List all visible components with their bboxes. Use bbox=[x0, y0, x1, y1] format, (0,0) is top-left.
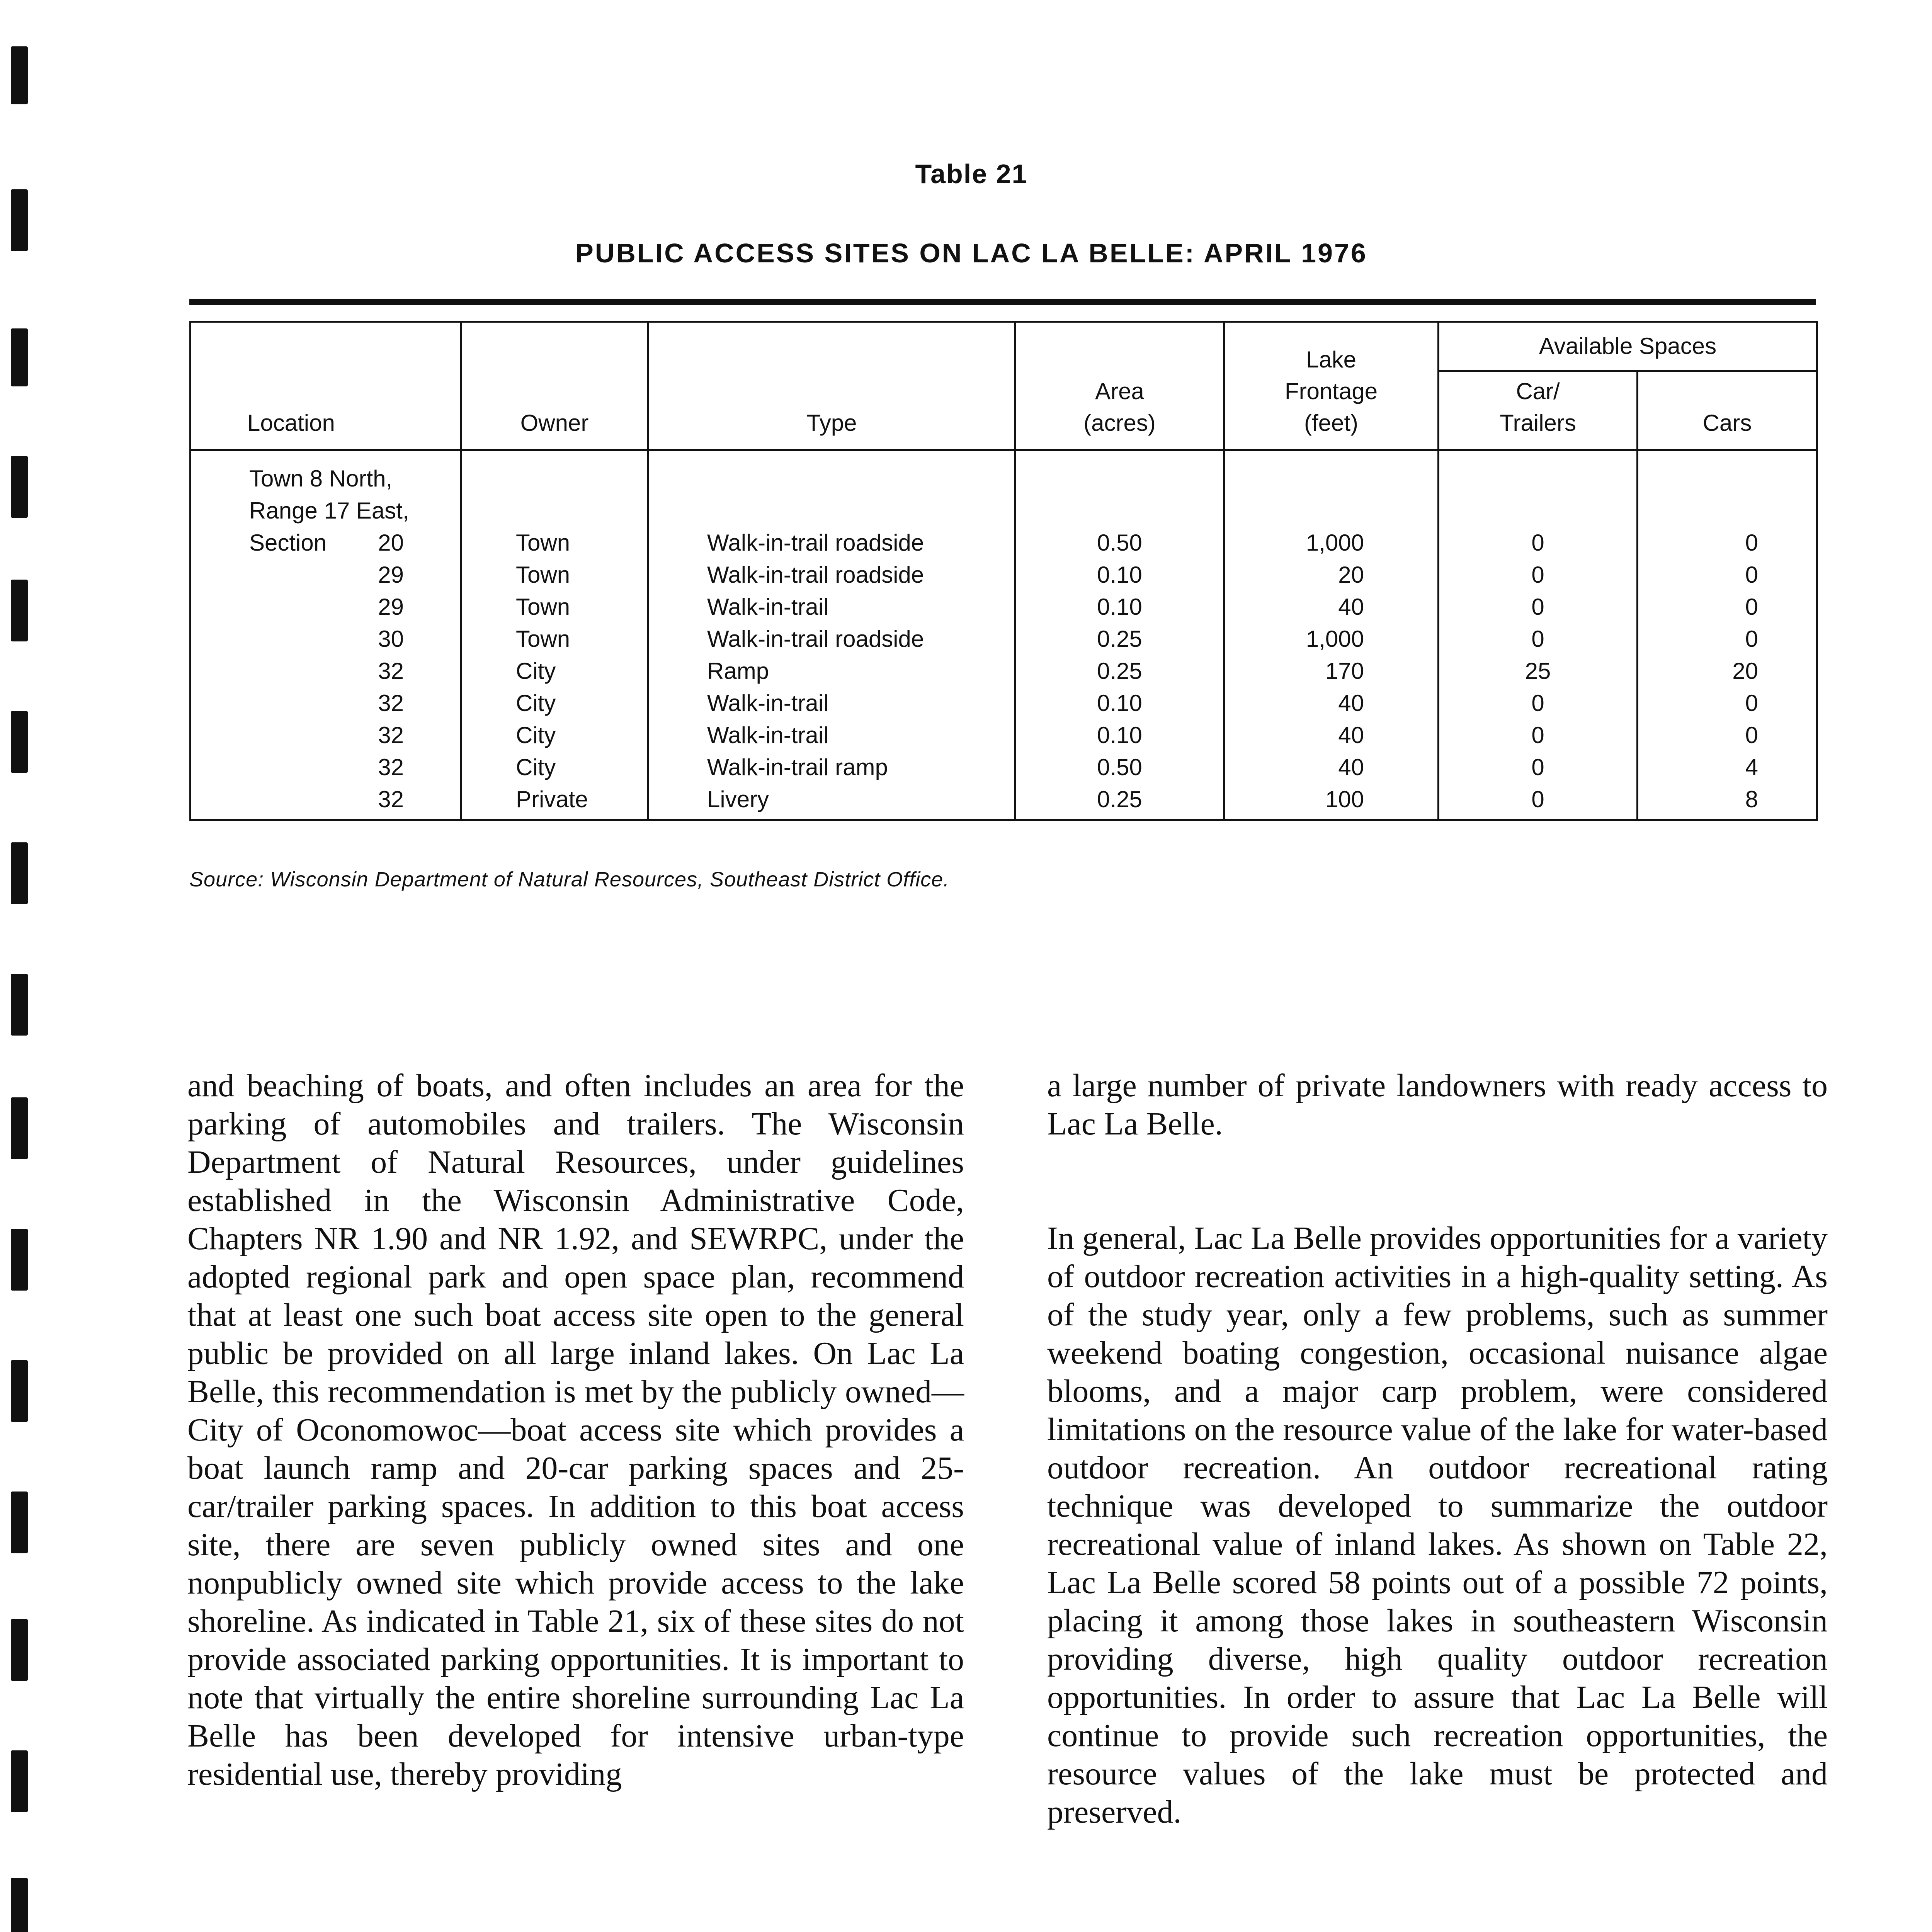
cars-cell: 8 bbox=[1638, 783, 1817, 820]
frontage-cell: 40 bbox=[1224, 687, 1439, 719]
type-cell: Ramp bbox=[648, 655, 1015, 687]
car-trailers-cell: 25 bbox=[1439, 655, 1638, 687]
area-cell: 0.10 bbox=[1015, 559, 1224, 591]
owner-cell: Town bbox=[461, 527, 648, 559]
frontage-cell: 1,000 bbox=[1224, 527, 1439, 559]
owner-cell: Town bbox=[461, 591, 648, 623]
frontage-cell: 1,000 bbox=[1224, 623, 1439, 655]
body-text-left-column: and beaching of boats, and often includes an area for the parking of automobiles and trailers. The Wisconsin Department of Natural Resources, under guidelines established in the Wisconsin Administrative Code, Chapters NR 1.90 and NR 1.92, and SEWRPC, under the adopted regional park and open space plan, recommend that at least one such boat access site open to the general public be provided on all large inland lakes. On Lac La Belle, this recommendation is met by the publicly owned—City of Oconomowoc—boat access site which provides a boat launch ramp and 20-car parking spaces and 25-car/trailer parking spaces. In addition to this boat access site, there are seven publicly owned sites and one nonpublicly owned site which provide access to the lake shoreline. As indicated in Table 21, six of these sites do not provide associated parking opportunities. It is important to note that virtually the entire shoreline surrounding Lac La Belle has been developed for intensive urban-type residential use, thereby providing bbox=[187, 1068, 964, 1792]
section-number: 32 bbox=[378, 786, 404, 812]
table-row bbox=[190, 751, 1817, 783]
owner-cell: City bbox=[461, 751, 648, 783]
section-number: 32 bbox=[378, 690, 404, 716]
location-cell bbox=[190, 527, 461, 559]
section-label: Section bbox=[249, 530, 327, 556]
frontage-cell: 40 bbox=[1224, 719, 1439, 751]
cars-cell: 0 bbox=[1638, 719, 1817, 751]
area-cell: 0.50 bbox=[1015, 751, 1224, 783]
header-owner: Owner bbox=[461, 322, 648, 450]
frontage-cell: 40 bbox=[1224, 751, 1439, 783]
table-title: Table 21 bbox=[915, 159, 1028, 189]
type-cell: Walk-in-trail bbox=[648, 591, 1015, 623]
location-cell bbox=[190, 687, 461, 719]
location-line: Range 17 East, bbox=[190, 495, 461, 527]
table-row bbox=[190, 687, 1817, 719]
frontage-cell: 170 bbox=[1224, 655, 1439, 687]
table-top-rule bbox=[189, 299, 1816, 305]
binding-mark bbox=[11, 1878, 28, 1932]
car-trailers-cell: 0 bbox=[1439, 719, 1638, 751]
owner-cell: City bbox=[461, 655, 648, 687]
binding-mark bbox=[11, 711, 28, 773]
table-subtitle: PUBLIC ACCESS SITES ON LAC LA BELLE: APRIL 1976 bbox=[575, 238, 1367, 268]
table-source-note: Source: Wisconsin Department of Natural Resources, Southeast District Office. bbox=[189, 868, 950, 891]
type-cell: Walk-in-trail roadside bbox=[648, 623, 1015, 655]
body-text-right-paragraph-2: In general, Lac La Belle provides opportunities for a variety of outdoor recreation activities in a high-quality setting. As of the study year, only a few problems, such as summer weekend boating congestion, occasional nuisance algae blooms, and a major carp problem, were considered limitations on the resource value of the lake for water-based outdoor recreation. An outdoor recreational rating technique was developed to summarize the outdoor recreational value of inland lakes. As shown on Table 22, Lac La Belle scored 58 points out of a possible 72 points, placing it among those lakes in southeastern Wisconsin providing diverse, high quality outdoor recreation opportunities. In order to assure that Lac La Belle will continue to provide such recreation opportunities, the resource values of the lake must be protected and preserved. bbox=[1047, 1220, 1828, 1830]
frontage-cell: 100 bbox=[1224, 783, 1439, 820]
location-cell bbox=[190, 719, 461, 751]
location-cell bbox=[190, 591, 461, 623]
binding-mark bbox=[11, 1097, 28, 1159]
cars-cell: 4 bbox=[1638, 751, 1817, 783]
binding-mark bbox=[11, 1492, 28, 1553]
table-row bbox=[190, 495, 1817, 527]
owner-cell: Town bbox=[461, 559, 648, 591]
header-car-trailers: Car/ Trailers bbox=[1439, 371, 1638, 450]
location-cell bbox=[190, 655, 461, 687]
area-cell: 0.10 bbox=[1015, 719, 1224, 751]
section-number: 32 bbox=[378, 658, 404, 684]
cars-cell: 0 bbox=[1638, 559, 1817, 591]
owner-cell: City bbox=[461, 687, 648, 719]
cars-cell: 0 bbox=[1638, 591, 1817, 623]
area-cell: 0.50 bbox=[1015, 527, 1224, 559]
section-number: 32 bbox=[378, 754, 404, 780]
area-cell: 0.25 bbox=[1015, 655, 1224, 687]
section-number: 30 bbox=[378, 626, 404, 652]
cars-cell: 0 bbox=[1638, 687, 1817, 719]
header-available-spaces: Available Spaces bbox=[1439, 322, 1817, 371]
cars-cell: 20 bbox=[1638, 655, 1817, 687]
location-cell bbox=[190, 623, 461, 655]
frontage-cell: 40 bbox=[1224, 591, 1439, 623]
header-area: Area (acres) bbox=[1015, 322, 1224, 450]
table-row bbox=[190, 450, 1817, 495]
section-number: 20 bbox=[378, 530, 404, 556]
header-cars: Cars bbox=[1638, 371, 1817, 450]
car-trailers-cell: 0 bbox=[1439, 559, 1638, 591]
binding-mark bbox=[11, 1750, 28, 1812]
area-cell: 0.25 bbox=[1015, 623, 1224, 655]
frontage-cell: 20 bbox=[1224, 559, 1439, 591]
table-row bbox=[190, 527, 1817, 559]
section-number: 32 bbox=[378, 722, 404, 748]
table-row bbox=[190, 591, 1817, 623]
cars-cell: 0 bbox=[1638, 527, 1817, 559]
location-cell bbox=[190, 751, 461, 783]
type-cell: Walk-in-trail roadside bbox=[648, 559, 1015, 591]
table-row bbox=[190, 655, 1817, 687]
table-row bbox=[190, 623, 1817, 655]
owner-cell: City bbox=[461, 719, 648, 751]
binding-mark bbox=[11, 456, 28, 518]
cars-cell: 0 bbox=[1638, 623, 1817, 655]
car-trailers-cell: 0 bbox=[1439, 527, 1638, 559]
binding-mark bbox=[11, 842, 28, 904]
table-row bbox=[190, 559, 1817, 591]
header-type: Type bbox=[648, 322, 1015, 450]
car-trailers-cell: 0 bbox=[1439, 623, 1638, 655]
area-cell: 0.10 bbox=[1015, 591, 1224, 623]
type-cell: Walk-in-trail roadside bbox=[648, 527, 1015, 559]
header-location: Location bbox=[190, 322, 461, 450]
location-cell bbox=[190, 783, 461, 820]
table-row bbox=[190, 719, 1817, 751]
header-frontage: Lake Frontage (feet) bbox=[1224, 322, 1439, 450]
type-cell: Walk-in-trail ramp bbox=[648, 751, 1015, 783]
owner-cell: Town bbox=[461, 623, 648, 655]
table-row bbox=[190, 783, 1817, 820]
section-number: 29 bbox=[378, 562, 404, 588]
binding-mark bbox=[11, 1360, 28, 1422]
car-trailers-cell: 0 bbox=[1439, 751, 1638, 783]
location-line: Town 8 North, bbox=[190, 450, 461, 495]
binding-mark bbox=[11, 974, 28, 1036]
type-cell: Walk-in-trail bbox=[648, 687, 1015, 719]
car-trailers-cell: 0 bbox=[1439, 687, 1638, 719]
access-sites-table bbox=[189, 321, 1818, 821]
type-cell: Livery bbox=[648, 783, 1015, 820]
car-trailers-cell: 0 bbox=[1439, 783, 1638, 820]
section-number: 29 bbox=[378, 594, 404, 620]
body-text-right-paragraph-1: a large number of private landowners with ready access to Lac La Belle. bbox=[1047, 1068, 1828, 1142]
binding-mark bbox=[11, 328, 28, 386]
binding-mark bbox=[11, 1619, 28, 1681]
type-cell: Walk-in-trail bbox=[648, 719, 1015, 751]
owner-cell: Private bbox=[461, 783, 648, 820]
area-cell: 0.25 bbox=[1015, 783, 1224, 820]
car-trailers-cell: 0 bbox=[1439, 591, 1638, 623]
location-cell bbox=[190, 559, 461, 591]
area-cell: 0.10 bbox=[1015, 687, 1224, 719]
binding-mark bbox=[11, 46, 28, 104]
binding-mark bbox=[11, 580, 28, 641]
binding-mark bbox=[11, 1229, 28, 1291]
